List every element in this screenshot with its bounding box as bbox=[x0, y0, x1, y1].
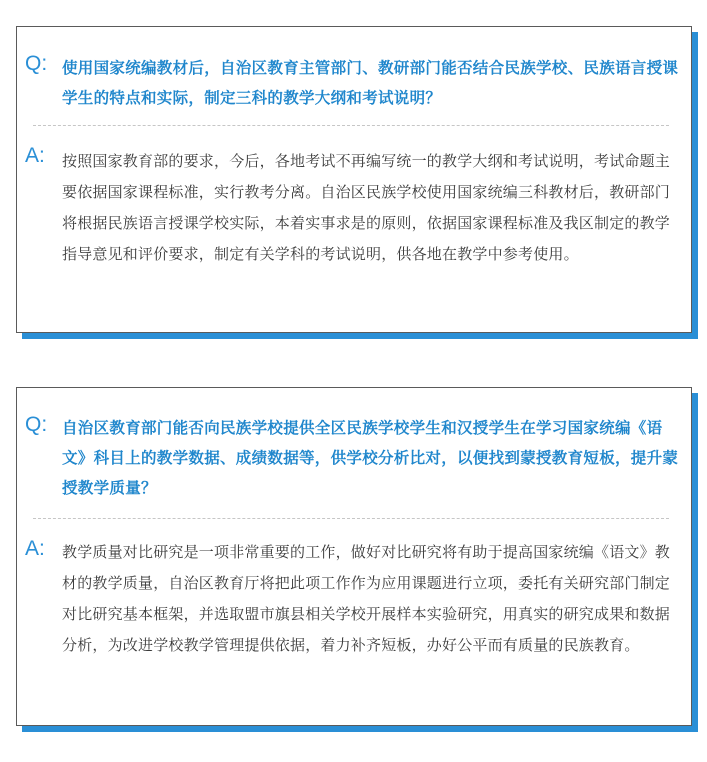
divider bbox=[33, 125, 669, 126]
question-text: 使用国家统编教材后，自治区教育主管部门、教研部门能否结合民族学校、民族语言授课学生的特点和实际，制定三科的教学大纲和考试说明？ bbox=[62, 59, 679, 107]
answer-marker: A: bbox=[25, 537, 45, 560]
answer-marker: A: bbox=[25, 144, 45, 167]
question-text: 自治区教育部门能否向民族学校提供全区民族学校学生和汉授学生在学习国家统编《语文》科目上的教学数据、成绩数据等，供学校分析比对，以便找到蒙授教育短板，提升蒙授教学质量？ bbox=[62, 419, 679, 497]
question-marker: Q: bbox=[25, 52, 48, 75]
answer-text: 教学质量对比研究是一项非常重要的工作，做好对比研究将有助于提高国家统编《语文》教材的教学质量，自治区教育厅将把此项工作作为应用课题进行立项，委托有关研究部门制定对比研究基本框架，并选取盟市旗县相关学校开展样本实验研究，用真实的研究成果和数据分析，为改进学校教学管理提供依据，着力补齐短板，办好公平而有质量的民族教育。 bbox=[62, 543, 671, 654]
card-body bbox=[16, 387, 692, 726]
divider bbox=[33, 518, 669, 519]
question-marker: Q: bbox=[25, 413, 48, 436]
card-body bbox=[16, 26, 692, 333]
qa-card-2 bbox=[16, 387, 692, 726]
answer-text: 按照国家教育部的要求，今后，各地考试不再编写统一的教学大纲和考试说明，考试命题主要依据国家课程标准，实行教考分离。自治区民族学校使用国家统编三科教材后，教研部门将根据民族语言授课学校实际，本着实事求是的原则，依据国家课程标准及我区制定的教学指导意见和评价要求，制定有关学科的考试说明，供各地在教学中参考使用。 bbox=[62, 152, 671, 263]
qa-card-1 bbox=[16, 26, 692, 333]
